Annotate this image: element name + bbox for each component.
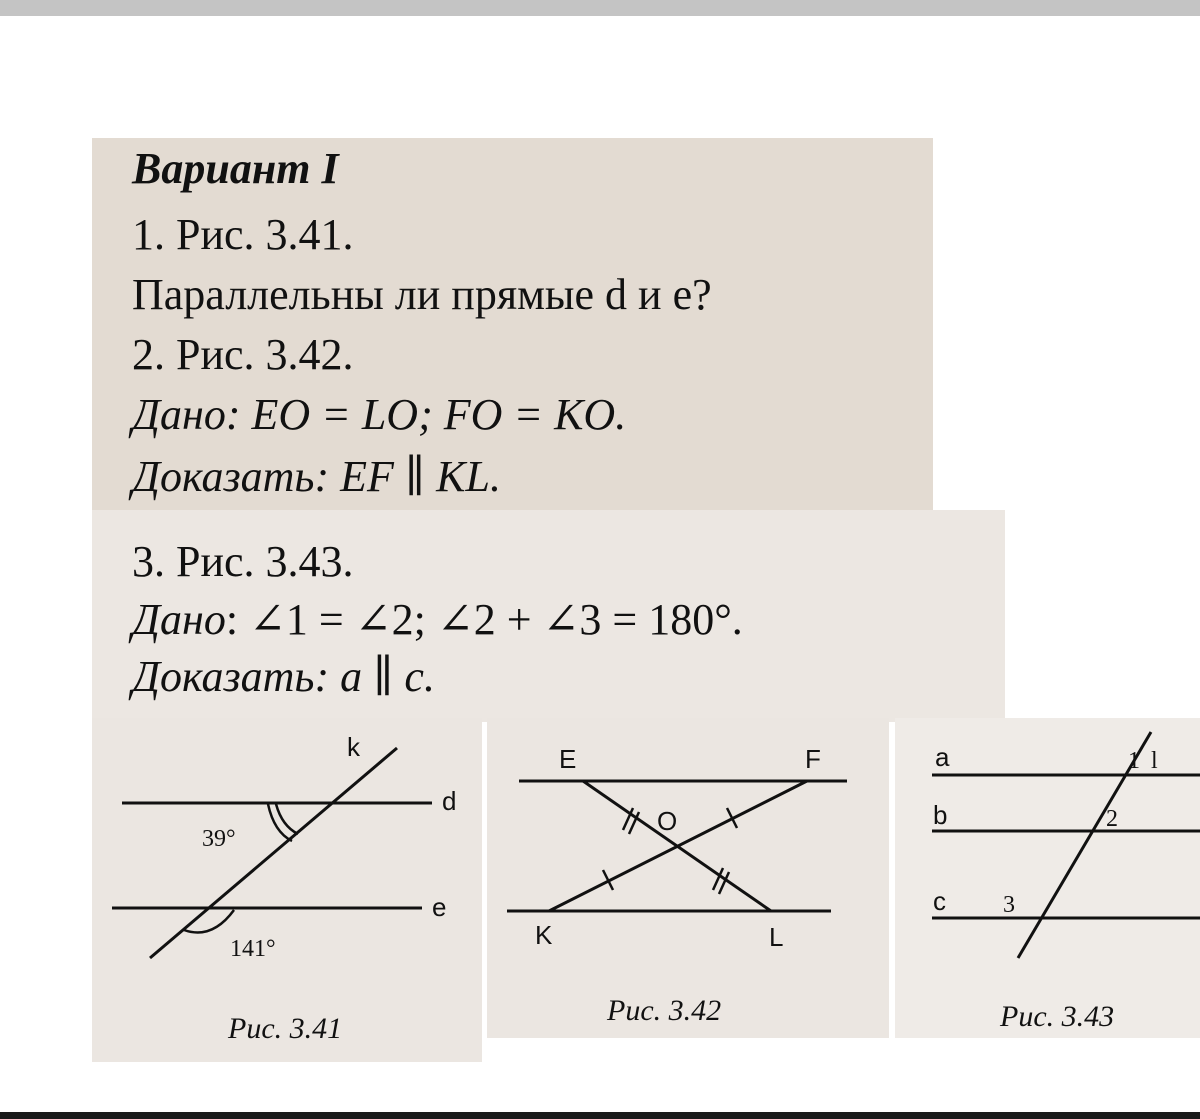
problem-1-question: Параллельны ли прямые d и e? [132, 270, 712, 319]
label-a: a [935, 742, 950, 772]
label-k: k [347, 732, 360, 762]
prove-label: Доказать [132, 652, 315, 701]
caption-3-43: Рис. 3.43 [1000, 1000, 1115, 1033]
label-e: e [432, 892, 447, 922]
given-label: Дано [132, 390, 226, 439]
label-F: F [805, 744, 821, 774]
problem-2-ref: 2. Рис. 3.42. [132, 330, 354, 379]
top-bar [0, 0, 1200, 16]
caption-3-41: Рис. 3.41 [228, 1012, 343, 1045]
label-angle-3: 3 [1003, 892, 1015, 918]
problem-3-given [132, 595, 743, 644]
problem-1-ref: 1. Рис. 3.41. [132, 210, 354, 259]
prove-text: : EF ∥ KL. [314, 452, 502, 501]
label-angle-2: 2 [1106, 806, 1118, 832]
problem-2-prove [132, 452, 502, 501]
label-O: O [657, 806, 678, 836]
bottom-bar [0, 1112, 1200, 1119]
caption-3-42: Рис. 3.42 [607, 994, 722, 1027]
figure-3-42 [487, 718, 889, 968]
given-label: Дано [132, 595, 226, 644]
angle-39: 39° [202, 826, 236, 852]
label-c: c [933, 886, 946, 916]
segment-FK [549, 781, 807, 911]
label-d: d [442, 786, 457, 816]
angle-arc-top-2 [268, 804, 292, 841]
prove-label: Доказать [132, 452, 315, 501]
figure-3-41 [92, 718, 482, 1008]
label-b: b [933, 800, 948, 830]
given-text: : EO = LO; FO = KO. [225, 390, 627, 439]
label-angle-1: 1 [1128, 748, 1140, 774]
given-text: : ∠1 = ∠2; ∠2 + ∠3 = 180°. [225, 595, 743, 644]
variant-title: Вариант I [132, 144, 339, 193]
label-K: K [535, 920, 553, 950]
prove-text: : a ∥ c. [314, 652, 435, 701]
problem-2-given [132, 390, 627, 439]
problem-3-prove [132, 652, 435, 701]
label-L: L [769, 922, 784, 952]
line-k [150, 748, 397, 958]
figure-3-43 [895, 718, 1200, 978]
angle-141: 141° [230, 936, 276, 962]
label-l: l [1151, 748, 1158, 774]
problem-3-ref: 3. Рис. 3.43. [132, 537, 354, 586]
label-E: E [559, 744, 577, 774]
